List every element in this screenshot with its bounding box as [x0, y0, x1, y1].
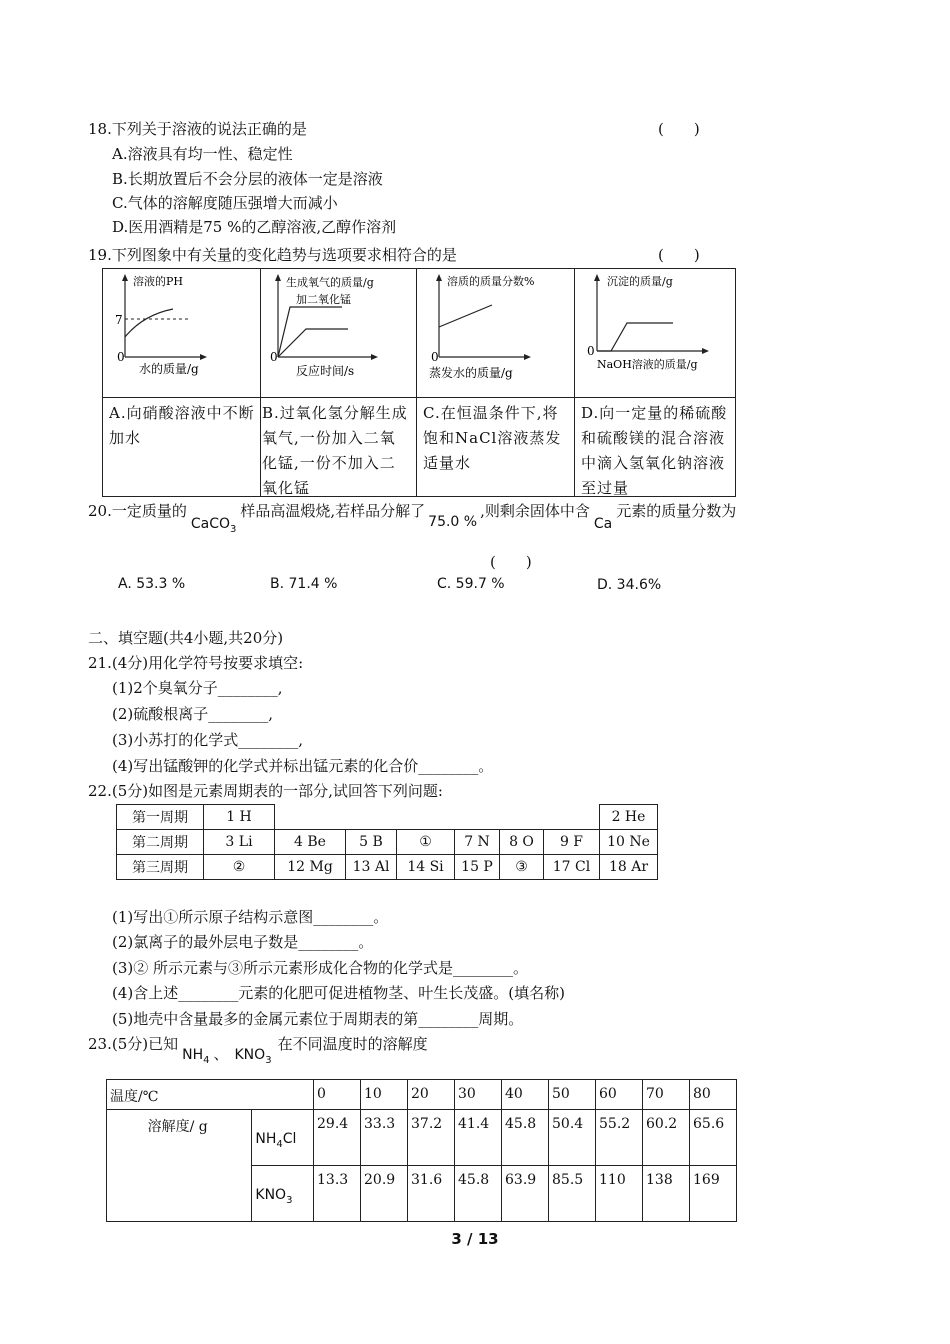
element-cell: 17 Cl	[544, 855, 600, 880]
element-cell: 4 Be	[275, 830, 346, 855]
solubility-label: 溶解度/ g	[107, 1110, 252, 1222]
q20-option-a: A. 53.3 %	[118, 576, 186, 592]
q20-stem-b: 样品高温煅烧,若样品分解了	[240, 502, 426, 520]
graph-c-origin: 0	[431, 350, 439, 364]
q23-kno3: $KNO_3$	[234, 1047, 272, 1066]
graph-a-xlabel: 水的质量/g	[139, 362, 199, 376]
graph-c-desc: C.在恒温条件下,将饱和NaCl溶液蒸发适量水	[423, 404, 562, 472]
temp-cell: 40	[502, 1080, 549, 1110]
element-cell: 14 Si	[397, 855, 455, 880]
element-cell: 8 O	[500, 830, 544, 855]
graph-a-ylabel: 溶液的PH	[133, 275, 183, 288]
period-label: 第三周期	[117, 855, 204, 880]
q22-item-1: (1)写出①所示原子结构示意图________。	[112, 908, 389, 926]
graph-a-origin: 0	[117, 350, 125, 364]
q22-item-4: (4)含上述________元素的化肥可促进植物茎、叶生长茂盛。(填名称)	[112, 984, 565, 1002]
section-2-heading: 二、填空题(共4小题,共20分)	[88, 629, 284, 647]
element-cell: 2 He	[600, 805, 658, 830]
value-cell: 60.2	[643, 1110, 690, 1166]
graph-cell-d	[575, 269, 735, 496]
q21-stem: 21.(4分)用化学符号按要求填空:	[88, 654, 304, 672]
element-cell: ③	[500, 855, 544, 880]
empty-cell	[275, 805, 600, 830]
q20-stem-a: 20.一定质量的	[88, 502, 187, 520]
value-cell: 29.4	[314, 1110, 361, 1166]
q20-stem-c: ,则剩余固体中含	[480, 502, 590, 520]
q20-caco3: CaCO$_3$	[190, 516, 237, 535]
graph-a-desc: A.向硝酸溶液中不断加水	[109, 404, 255, 447]
value-cell: 85.5	[549, 1166, 596, 1222]
q23-sep: 、	[213, 1045, 229, 1063]
q21-item-1: (1)2个臭氧分子________,	[112, 679, 283, 697]
value-cell: 31.6	[408, 1166, 455, 1222]
q18-option-d: D.医用酒精是75 %的乙醇溶液,乙醇作溶剂	[112, 218, 397, 236]
q23-stem-a: 23.(5分)已知	[88, 1035, 179, 1053]
period-label: 第一周期	[117, 805, 204, 830]
temp-cell: 70	[643, 1080, 690, 1110]
graph-b-ylabel: 生成氧气的质量/g	[286, 276, 374, 289]
q21-item-2: (2)硫酸根离子________,	[112, 705, 274, 723]
kno3-name: $KNO_3$	[252, 1166, 314, 1222]
element-cell: 3 Li	[204, 830, 275, 855]
q23-stem	[88, 1033, 428, 1066]
value-cell: 50.4	[549, 1110, 596, 1166]
table-row	[117, 855, 658, 880]
q20-option-c: C. 59.7 %	[437, 576, 505, 592]
element-cell: 9 F	[544, 830, 600, 855]
q20-stem	[88, 500, 737, 535]
q18-answer-paren: ( )	[658, 120, 700, 138]
value-cell: 20.9	[361, 1166, 408, 1222]
table-row	[107, 1110, 737, 1166]
element-cell: 13 Al	[346, 855, 397, 880]
value-cell: 45.8	[455, 1166, 502, 1222]
temp-cell: 80	[690, 1080, 737, 1110]
element-cell: 12 Mg	[275, 855, 346, 880]
q18-option-b: B.长期放置后不会分层的液体一定是溶液	[112, 170, 383, 188]
periodic-table	[116, 804, 658, 880]
value-cell: 13.3	[314, 1166, 361, 1222]
q23-nh4: $NH_4$	[182, 1047, 210, 1066]
q20-pct: 75.0 %	[428, 514, 478, 530]
q18-option-a: A.溶液具有均一性、稳定性	[112, 145, 293, 163]
value-cell: 55.2	[596, 1110, 643, 1166]
value-cell: 33.3	[361, 1110, 408, 1166]
graph-c-ylabel: 溶质的质量分数%	[447, 275, 535, 288]
q22-item-3: (3)② 所示元素与③所示元素形成化合物的化学式是________。	[112, 959, 529, 977]
temp-cell: 30	[455, 1080, 502, 1110]
q21-item-3: (3)小苏打的化学式________,	[112, 731, 304, 749]
temp-cell: 20	[408, 1080, 455, 1110]
element-cell: 10 Ne	[600, 830, 658, 855]
q20-answer-paren: ( )	[490, 553, 532, 571]
value-cell: 37.2	[408, 1110, 455, 1166]
temp-header: 温度/℃	[107, 1080, 314, 1110]
q20-option-b: B. 71.4 %	[270, 576, 338, 592]
temp-cell: 10	[361, 1080, 408, 1110]
graph-cell-b	[256, 269, 417, 496]
value-cell: 41.4	[455, 1110, 502, 1166]
element-cell: ②	[204, 855, 275, 880]
graph-cell-a	[103, 269, 261, 496]
temp-cell: 60	[596, 1080, 643, 1110]
solubility-table	[106, 1079, 737, 1222]
graph-c-plot	[417, 269, 575, 397]
value-cell: 169	[690, 1166, 737, 1222]
temp-cell: 50	[549, 1080, 596, 1110]
q19-stem: 19.下列图象中有关量的变化趋势与选项要求相符合的是	[88, 246, 457, 264]
q19-answer-paren: ( )	[658, 246, 700, 264]
table-row	[117, 830, 658, 855]
graph-b-plot	[256, 269, 417, 397]
value-cell: 65.6	[690, 1110, 737, 1166]
graph-b-xlabel: 反应时间/s	[296, 364, 355, 378]
element-cell: 1 H	[204, 805, 275, 830]
q20-ca: Ca	[593, 516, 613, 532]
table-row	[107, 1080, 737, 1110]
q18-stem: 18.下列关于溶液的说法正确的是	[88, 120, 307, 138]
q22-item-2: (2)氯离子的最外层电子数是________。	[112, 933, 374, 951]
table-row	[117, 805, 658, 830]
graph-d-xlabel: NaOH溶液的质量/g	[597, 358, 698, 371]
q21-item-4: (4)写出锰酸钾的化学式并标出锰元素的化合价________。	[112, 757, 494, 775]
element-cell: 7 N	[455, 830, 500, 855]
graph-b-note: 加二氧化锰	[296, 293, 351, 306]
element-cell: ①	[397, 830, 455, 855]
q20-stem-d: 元素的质量分数为	[616, 502, 737, 520]
graph-b-desc: B.过氧化氢分解生成氧气,一份加入二氧化锰,一份不加入二氧化锰	[262, 404, 408, 497]
value-cell: 110	[596, 1166, 643, 1222]
q23-stem-b: 在不同温度时的溶解度	[277, 1035, 428, 1053]
element-cell: 18 Ar	[600, 855, 658, 880]
value-cell: 63.9	[502, 1166, 549, 1222]
nh4cl-name: $NH_4Cl$	[252, 1110, 314, 1166]
graph-c-xlabel: 蒸发水的质量/g	[429, 366, 513, 380]
graph-a-plot	[103, 269, 261, 397]
value-cell: 45.8	[502, 1110, 549, 1166]
q22-stem: 22.(5分)如图是元素周期表的一部分,试回答下列问题:	[88, 782, 443, 800]
q20-option-d: D. 34.6%	[597, 577, 662, 593]
q18-option-c: C.气体的溶解度随压强增大而减小	[112, 194, 338, 212]
temp-cell: 0	[314, 1080, 361, 1110]
graph-d-desc: D.向一定量的稀硫酸和硫酸镁的混合溶液中滴入氢氧化钠溶液至过量	[581, 404, 728, 497]
graph-cell-c	[417, 269, 575, 496]
q22-item-5: (5)地壳中含量最多的金属元素位于周期表的第________周期。	[112, 1010, 524, 1028]
graph-d-ylabel: 沉淀的质量/g	[607, 275, 673, 288]
graph-d-plot	[575, 269, 735, 397]
page-number: 3 / 13	[451, 1230, 499, 1248]
element-cell: 5 B	[346, 830, 397, 855]
graph-a-mark: 7	[115, 313, 123, 327]
value-cell: 138	[643, 1166, 690, 1222]
period-label: 第二周期	[117, 830, 204, 855]
q19-graph-table	[102, 268, 736, 497]
graph-b-origin: 0	[270, 350, 278, 364]
graph-d-origin: 0	[587, 344, 595, 358]
element-cell: 15 P	[455, 855, 500, 880]
